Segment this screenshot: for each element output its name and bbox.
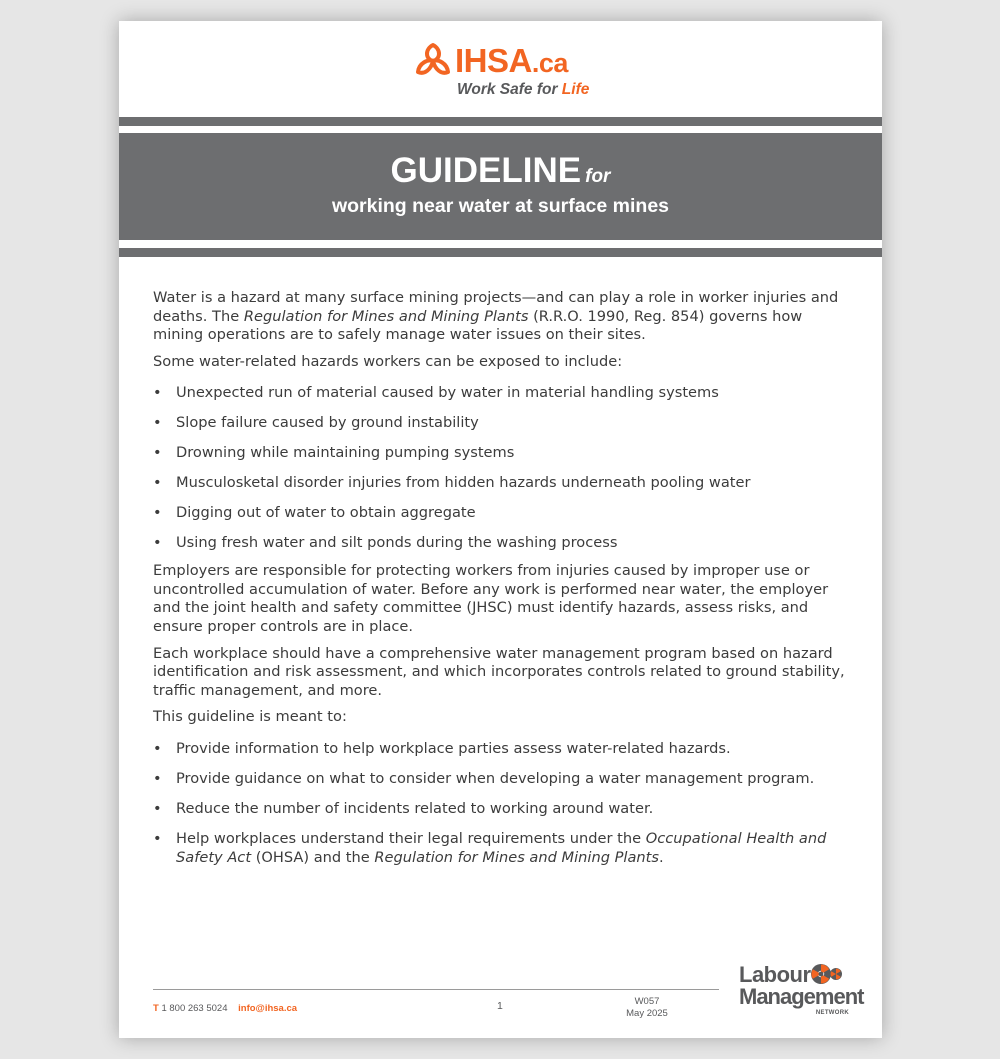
doc-date: May 2025 (626, 1008, 668, 1019)
purpose-last-pre: Help workplaces understand their legal requirements under the (176, 829, 646, 847)
logo-brand-main: IHSA (455, 42, 532, 79)
employers-paragraph: Employers are responsible for protecting workers from injuries caused by improper use or uncontrolled accumulation of water. Before any work is performed near water, the employer and the joint health and safety committee (JHSC) must identify hazards, assess risks, and ensure proper controls are in place. (153, 562, 829, 636)
hazards-intro: Some water-related hazards workers can be exposed to include: (153, 352, 623, 370)
hazard-item: • Using fresh water and silt ponds during the washing process (153, 534, 853, 553)
ihsa-trefoil-icon (411, 39, 455, 83)
purpose-last-post: . (659, 848, 664, 866)
footer-email-link[interactable]: info@ihsa.ca (238, 1003, 298, 1014)
hazard-item: • Digging out of water to obtain aggregate (153, 504, 853, 523)
tagline-accent: Life (561, 81, 590, 98)
partner-line2: Management (739, 984, 864, 1009)
partner-line1: Labour (739, 962, 811, 987)
purpose-item: • Provide information to help workplace parties assess water-related hazards. (153, 740, 853, 759)
document-subtitle: working near water at surface mines (331, 195, 670, 217)
ohsa-title: Occupational Health and Safety Act (176, 829, 827, 866)
hazard-item: • Slope failure caused by ground instability (153, 414, 853, 433)
intro-text-pre: Water is a hazard at many surface mining projects—and can play a role in worker injuries and deaths. The (153, 289, 839, 325)
purpose-item: • Reduce the number of incidents related to working around water. (153, 800, 853, 819)
document-title (119, 151, 882, 197)
purpose-item (153, 830, 853, 867)
hazard-item: • Musculosketal disorder injuries from hidden hazards underneath pooling water (153, 474, 853, 493)
gear-wheel-icon (809, 962, 843, 986)
intro-regulation-title: Regulation for Mines and Mining Plants (243, 307, 529, 325)
doc-code: W057 (634, 996, 660, 1007)
labour-management-network-logo[interactable] (739, 962, 864, 1025)
phone-prefix: T (153, 1003, 159, 1014)
logo-tagline (457, 81, 589, 99)
purpose-item: • Provide guidance on what to consider when developing a water management program. (153, 770, 853, 789)
intro-paragraph (153, 289, 853, 345)
intro-text-post: (R.R.O. 1990, Reg. 854) governs how mining operations are to safely manage water issues on their sites. (153, 307, 803, 344)
title-suffix: for (585, 166, 611, 187)
logo-brand-suffix: .ca (531, 48, 568, 78)
ihsa-logo[interactable] (411, 37, 601, 107)
document-body (153, 289, 853, 879)
document-code (619, 996, 675, 1020)
banner-bottom-stripe (119, 248, 882, 257)
banner-top-stripe (119, 117, 882, 126)
program-paragraph: Each workplace should have a comprehensive water management program based on hazard identification and risk assessment, and which incorporates controls related to ground stability, traffic management, and more. (153, 644, 845, 699)
page-number: 1 (497, 1000, 503, 1012)
tagline-main: Work Safe for (457, 81, 562, 98)
footer-contact (153, 1003, 297, 1014)
regulation-title: Regulation for Mines and Mining Plants (374, 848, 660, 866)
footer-phone[interactable]: 1 800 263 5024 (161, 1003, 228, 1014)
title-text: GUIDELINE (390, 151, 582, 190)
partner-line3: NETWORK (815, 1010, 849, 1016)
hazard-item: • Drowning while maintaining pumping systems (153, 444, 853, 463)
purpose-list (153, 740, 853, 867)
footer-divider (153, 989, 719, 990)
logo-wordmark (455, 43, 568, 81)
purpose-last-mid: (OHSA) and the (251, 848, 375, 866)
hazard-item: • Unexpected run of material caused by water in material handling systems (153, 384, 853, 403)
hazards-list (153, 384, 853, 553)
purpose-intro: This guideline is meant to: (153, 708, 347, 726)
title-banner (119, 133, 882, 240)
document-page (119, 21, 882, 1038)
